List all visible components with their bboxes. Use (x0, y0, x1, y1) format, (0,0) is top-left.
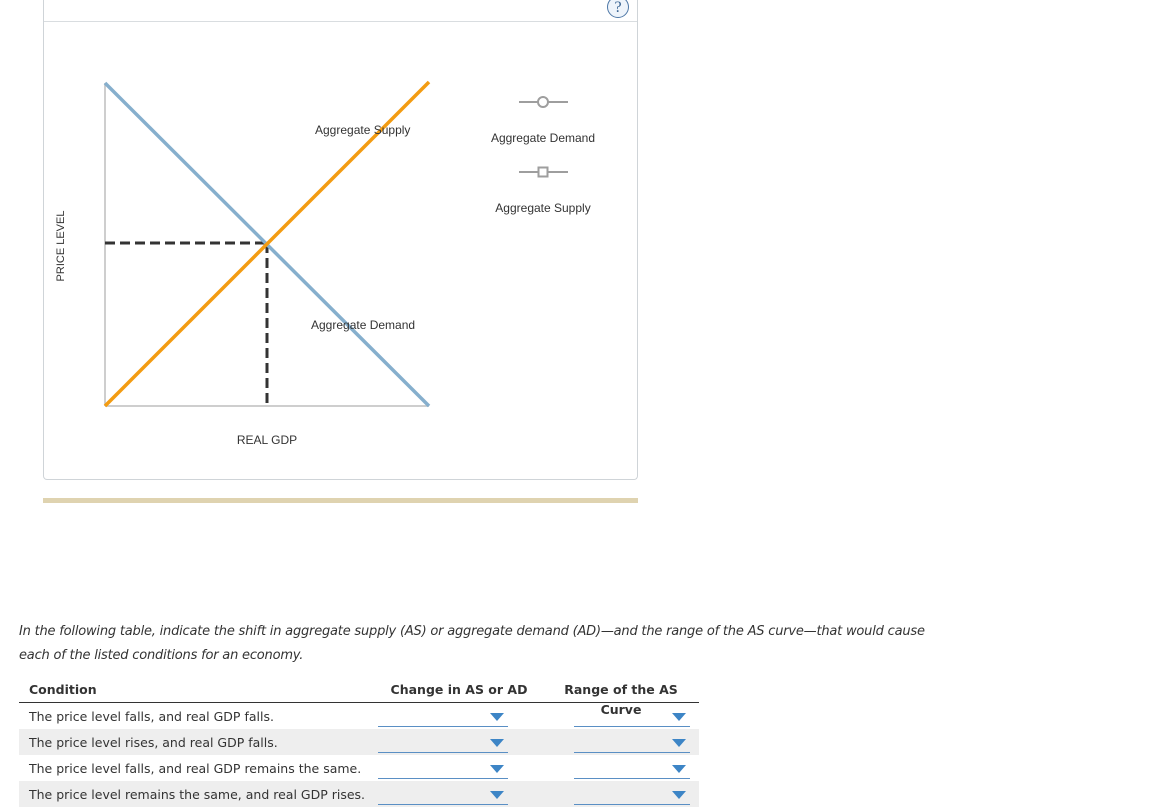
graph-panel (43, 0, 638, 480)
range-dropdown[interactable] (574, 709, 690, 727)
range-cell (543, 757, 699, 779)
header-range: Range of the AS Curve (564, 682, 678, 717)
condition-cell: The price level rises, and real GDP falls. (29, 734, 278, 750)
range-dropdown[interactable] (574, 761, 690, 779)
range-dropdown[interactable] (574, 787, 690, 805)
dropdown-arrow-icon (672, 791, 686, 799)
change-dropdown[interactable] (378, 735, 508, 753)
conditions-table (19, 680, 699, 807)
change-dropdown[interactable] (378, 787, 508, 805)
header-condition: Condition (29, 682, 97, 697)
dropdown-arrow-icon (490, 739, 504, 747)
y-axis-label: PRICE LEVEL (55, 210, 67, 282)
range-cell (543, 783, 699, 805)
condition-cell: The price level falls, and real GDP remains the same. (29, 760, 362, 776)
dropdown-arrow-icon (490, 791, 504, 799)
range-cell (543, 705, 699, 727)
table-row (19, 755, 699, 781)
table-row (19, 729, 699, 755)
dropdown-arrow-icon (672, 713, 686, 721)
palette-label-demand: Aggregate Demand (490, 131, 596, 145)
supply-curve-label: Aggregate Supply (315, 123, 411, 137)
change-dropdown[interactable] (378, 761, 508, 779)
graph-canvas (44, 0, 639, 480)
condition-cell: The price level remains the same, and real GDP rises. (29, 786, 366, 802)
section-divider (43, 498, 638, 503)
change-cell (375, 705, 543, 727)
dropdown-arrow-icon (672, 765, 686, 773)
condition-cell: The price level falls, and real GDP falls. (29, 708, 274, 724)
dropdown-arrow-icon (490, 713, 504, 721)
change-cell (375, 731, 543, 753)
change-cell (375, 757, 543, 779)
circle-handle-icon (538, 97, 548, 107)
palette-aggregate-supply[interactable] (495, 168, 590, 216)
change-cell (375, 783, 543, 805)
square-handle-icon (539, 168, 548, 177)
instructions-text: In the following table, indicate the shift in aggregate supply (AS) or aggregate demand (AD)—and the range of the AS curve—that would cause each of the listed conditions for an economy. (19, 624, 925, 663)
table-row (19, 781, 699, 807)
dropdown-arrow-icon (672, 739, 686, 747)
change-dropdown[interactable] (378, 709, 508, 727)
help-icon[interactable]: ? (607, 0, 629, 18)
range-dropdown[interactable] (574, 735, 690, 753)
range-cell (543, 731, 699, 753)
x-axis-label: REAL GDP (236, 433, 298, 447)
dropdown-arrow-icon (490, 765, 504, 773)
demand-curve-label: Aggregate Demand (311, 318, 416, 332)
table-row (19, 703, 699, 729)
header-change: Change in AS or AD (390, 682, 528, 697)
palette-aggregate-demand[interactable] (491, 97, 595, 145)
palette-label-supply: Aggregate Supply (495, 201, 591, 215)
